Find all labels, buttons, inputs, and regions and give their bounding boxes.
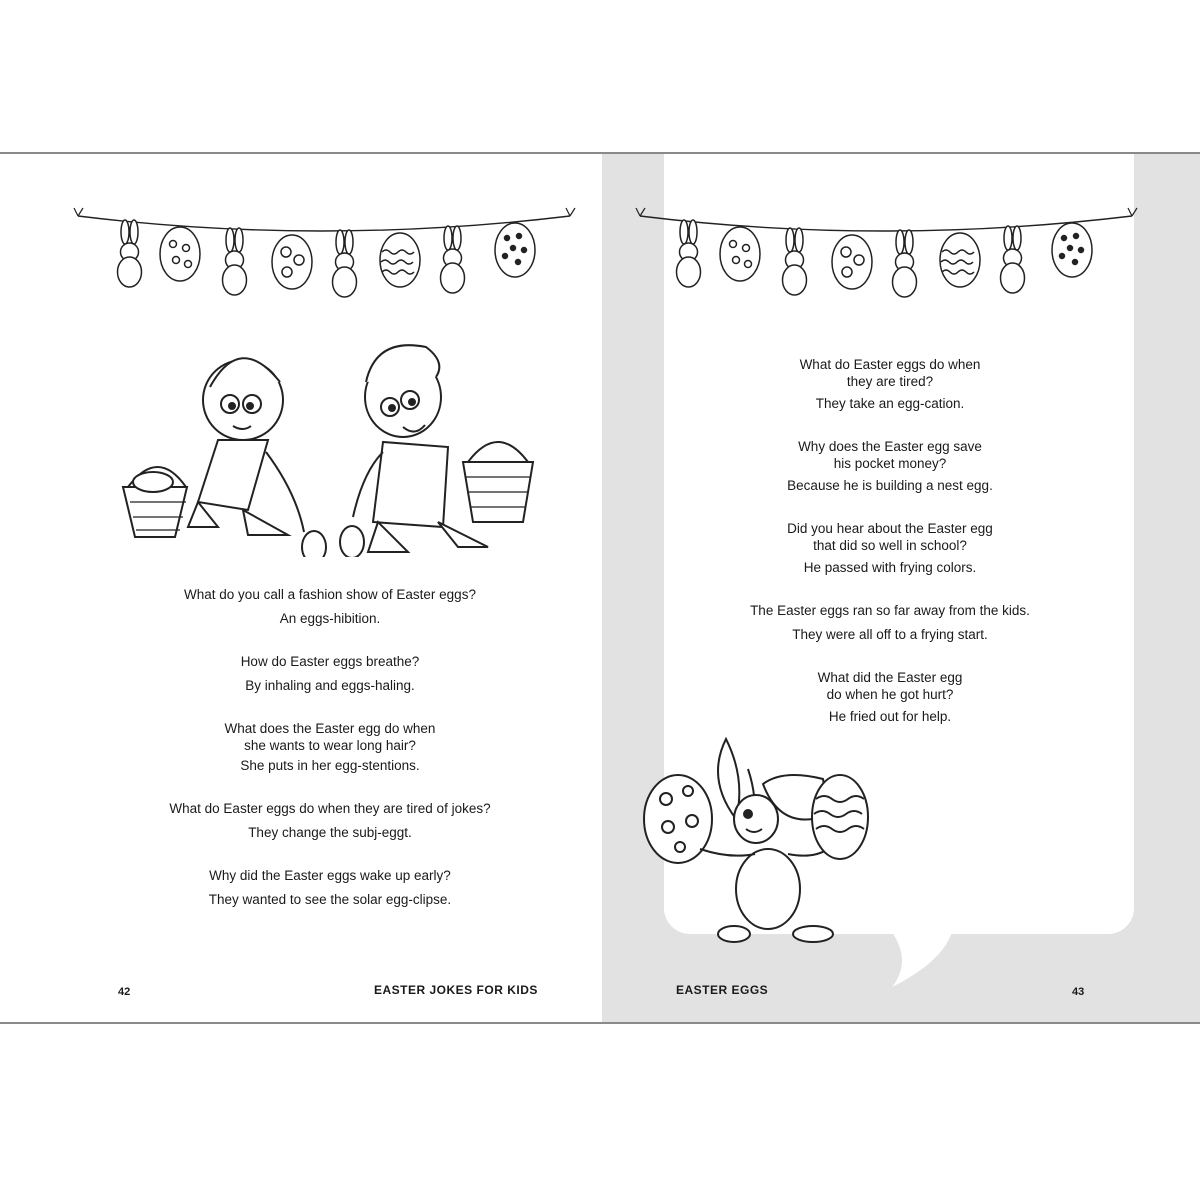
joke (700, 602, 1080, 643)
running-title: EASTER JOKES FOR KIDS (374, 983, 538, 997)
garland-illustration (70, 194, 590, 304)
joke-answer: They take an egg-cation. (815, 396, 965, 411)
kids-egg-hunt-illustration (118, 342, 538, 557)
left-jokes (120, 586, 540, 934)
joke-question-line: his pocket money? (833, 456, 947, 471)
right-jokes (700, 356, 1080, 751)
joke (700, 520, 1080, 576)
joke-question-line: What does the Easter egg do when (224, 721, 436, 736)
joke-question: The Easter eggs ran so far away from the kids. (750, 603, 1030, 618)
joke-question: What do Easter eggs do when they are tired of jokes? (169, 801, 491, 816)
joke (120, 800, 540, 841)
page-number: 42 (118, 986, 131, 998)
running-title: EASTER EGGS (676, 983, 769, 997)
joke-question-line: do when he got hurt? (826, 687, 954, 702)
left-page (0, 154, 602, 1022)
speech-bubble-tail (892, 932, 972, 992)
joke-answer: She puts in her egg-stentions. (240, 758, 420, 773)
joke-answer: They change the subj-eggt. (248, 825, 412, 840)
joke (120, 586, 540, 627)
joke-question-line: What did the Easter egg (817, 670, 963, 685)
joke-question-line: she wants to wear long hair? (244, 738, 416, 753)
page-number: 43 (1072, 986, 1085, 998)
joke-answer: He fried out for help. (828, 709, 952, 724)
joke-question-line: they are tired? (846, 374, 934, 389)
book-spread (0, 152, 1200, 1024)
joke (700, 669, 1080, 725)
joke-answer: They wanted to see the solar egg-clipse. (208, 892, 452, 907)
joke-answer: By inhaling and eggs-haling. (245, 678, 415, 693)
joke-answer: Because he is building a nest egg. (787, 478, 993, 493)
bunny-with-eggs-illustration (638, 729, 878, 949)
garland-illustration (632, 194, 1152, 304)
joke (120, 653, 540, 694)
right-page (602, 154, 1200, 1022)
joke (120, 720, 540, 774)
joke-answer: They were all off to a frying start. (792, 627, 988, 642)
joke-question-line: that did so well in school? (813, 538, 967, 553)
joke (700, 438, 1080, 494)
joke-answer: He passed with frying colors. (803, 560, 977, 575)
joke-answer: An eggs-hibition. (279, 611, 381, 626)
joke-question-line: What do Easter eggs do when (799, 357, 981, 372)
joke (120, 867, 540, 908)
joke-question: How do Easter eggs breathe? (240, 654, 420, 669)
joke (700, 356, 1080, 412)
joke-question: What do you call a fashion show of Easter eggs? (184, 587, 476, 602)
joke-question-line: Did you hear about the Easter egg (787, 521, 993, 536)
joke-question: Why did the Easter eggs wake up early? (209, 868, 451, 883)
joke-question-line: Why does the Easter egg save (798, 439, 982, 454)
